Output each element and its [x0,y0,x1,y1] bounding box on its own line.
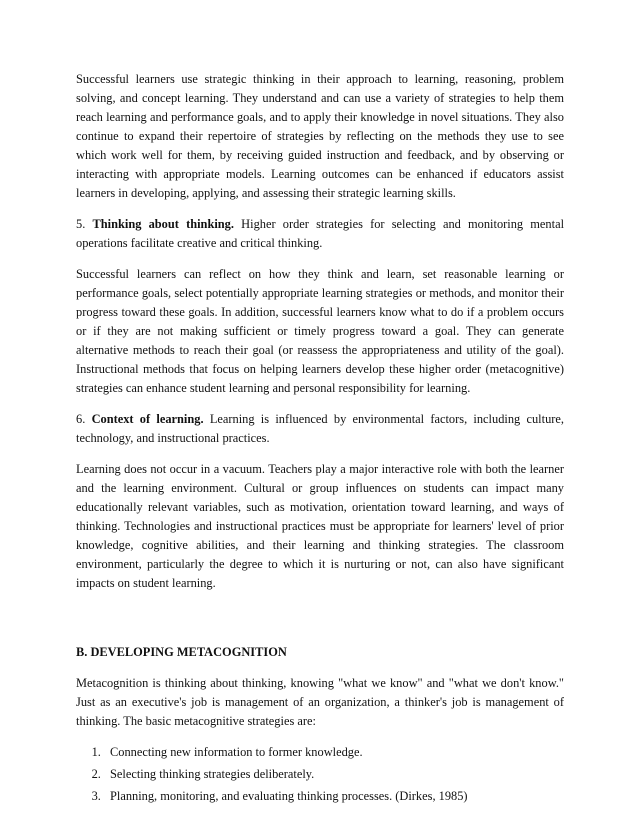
section-5-lead-text: Higher order strategies for selecting and monitoring mental operations facilitate creative and critical thinking. [76,217,565,250]
section-5-title: Thinking about thinking. [92,217,234,231]
section-6-body: Learning does not occur in a vacuum. Teachers play a major interactive role with both the learner and the learning environment. Cultural or group influences on students can impact many educationally relevant variables, such as motivation, orientation toward learning, and ways of thinking. Technologies and instructional practices must be appropriate for learners' level of prior knowledge, cognitive abilities, and their learning and thinking strategies. The classroom environment, particularly the degree to which it is nurturing or not, can also have significant impacts on student learning. [76,462,564,590]
list-item: 3. Planning, monitoring, and evaluating thinking processes. (Dirkes, 1985) [104,787,564,806]
list-item: 1. Connecting new information to former knowledge. [104,743,564,762]
section-6-lead [76,410,564,448]
document-page [76,70,564,809]
list-item: 2. Selecting thinking strategies deliberately. [104,765,564,784]
section-5-number: 5. [76,217,86,231]
section-5-body: Successful learners can reflect on how they think and learn, set reasonable learning or performance goals, select potentially appropriate learning strategies or methods, and monitor their progress toward these goals. In addition, successful learners know what to do if a problem occurs or if they are not making sufficient or timely progress toward a goal. They can generate alternative methods to reach their goal (or reassess the appropriateness and utility of the goal). Instructional methods that focus on helping learners develop these higher order (metacognitive) strategies can enhance student learning and personal responsibility for learning. [76,267,564,395]
section-b-body: Metacognition is thinking about thinking, knowing "what we know" and "what we don't know." Just as an executive's job is management of an organization, a thinker's job is management of thinking. The basic metacognitive strategies are: [76,676,564,728]
section-6-lead-text: Learning is influenced by environmental factors, including culture, technology, and instructional practices. [76,412,564,445]
section-5-lead [76,215,564,253]
intro-paragraph: Successful learners use strategic thinking in their approach to learning, reasoning, problem solving, and concept learning. They understand and can use a variety of strategies to help them reach learning and performance goals, and to apply their knowledge in novel situations. They also continue to expand their repertoire of strategies by reflecting on the methods they use to see which work well for them, by receiving guided instruction and feedback, and by observing or interacting with appropriate models. Learning outcomes can be enhanced if educators assist learners in developing, applying, and assessing their strategic learning skills. [76,72,564,200]
metacognitive-strategies-list [76,743,564,806]
section-b-heading: B. DEVELOPING METACOGNITION [76,645,287,659]
section-6-title: Context of learning. [91,412,204,426]
section-6-number: 6. [76,412,86,426]
